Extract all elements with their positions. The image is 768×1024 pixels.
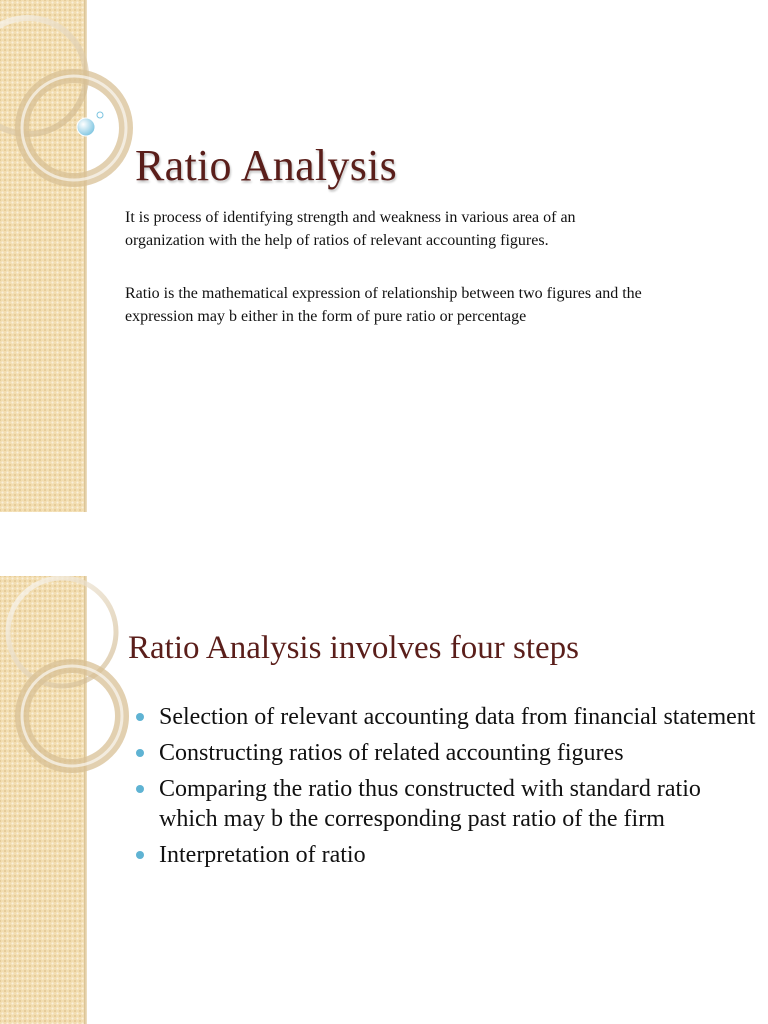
ratio-paragraph: Ratio is the mathematical expression of relationship between two figures and the expression may b either in the form of pure ratio or percentage [125,285,642,325]
steps-list [159,702,759,876]
slide-2 [0,576,768,1024]
slide-title: Ratio Analysis [135,141,398,190]
definition-paragraph: It is process of identifying strength and weakness in various area of an organization with the help of ratios of relevant accounting figures. [125,209,576,249]
list-item: Comparing the ratio thus constructed with standard ratio which may b the corresponding past ratio of the firm [159,774,759,834]
list-item: Selection of relevant accounting data from financial statement [159,702,759,732]
list-item: Interpretation of ratio [159,840,759,870]
slide-gap [0,512,768,576]
slide-title: Ratio Analysis involves four steps [128,630,579,666]
list-item: Constructing ratios of related accounting figures [159,738,759,768]
